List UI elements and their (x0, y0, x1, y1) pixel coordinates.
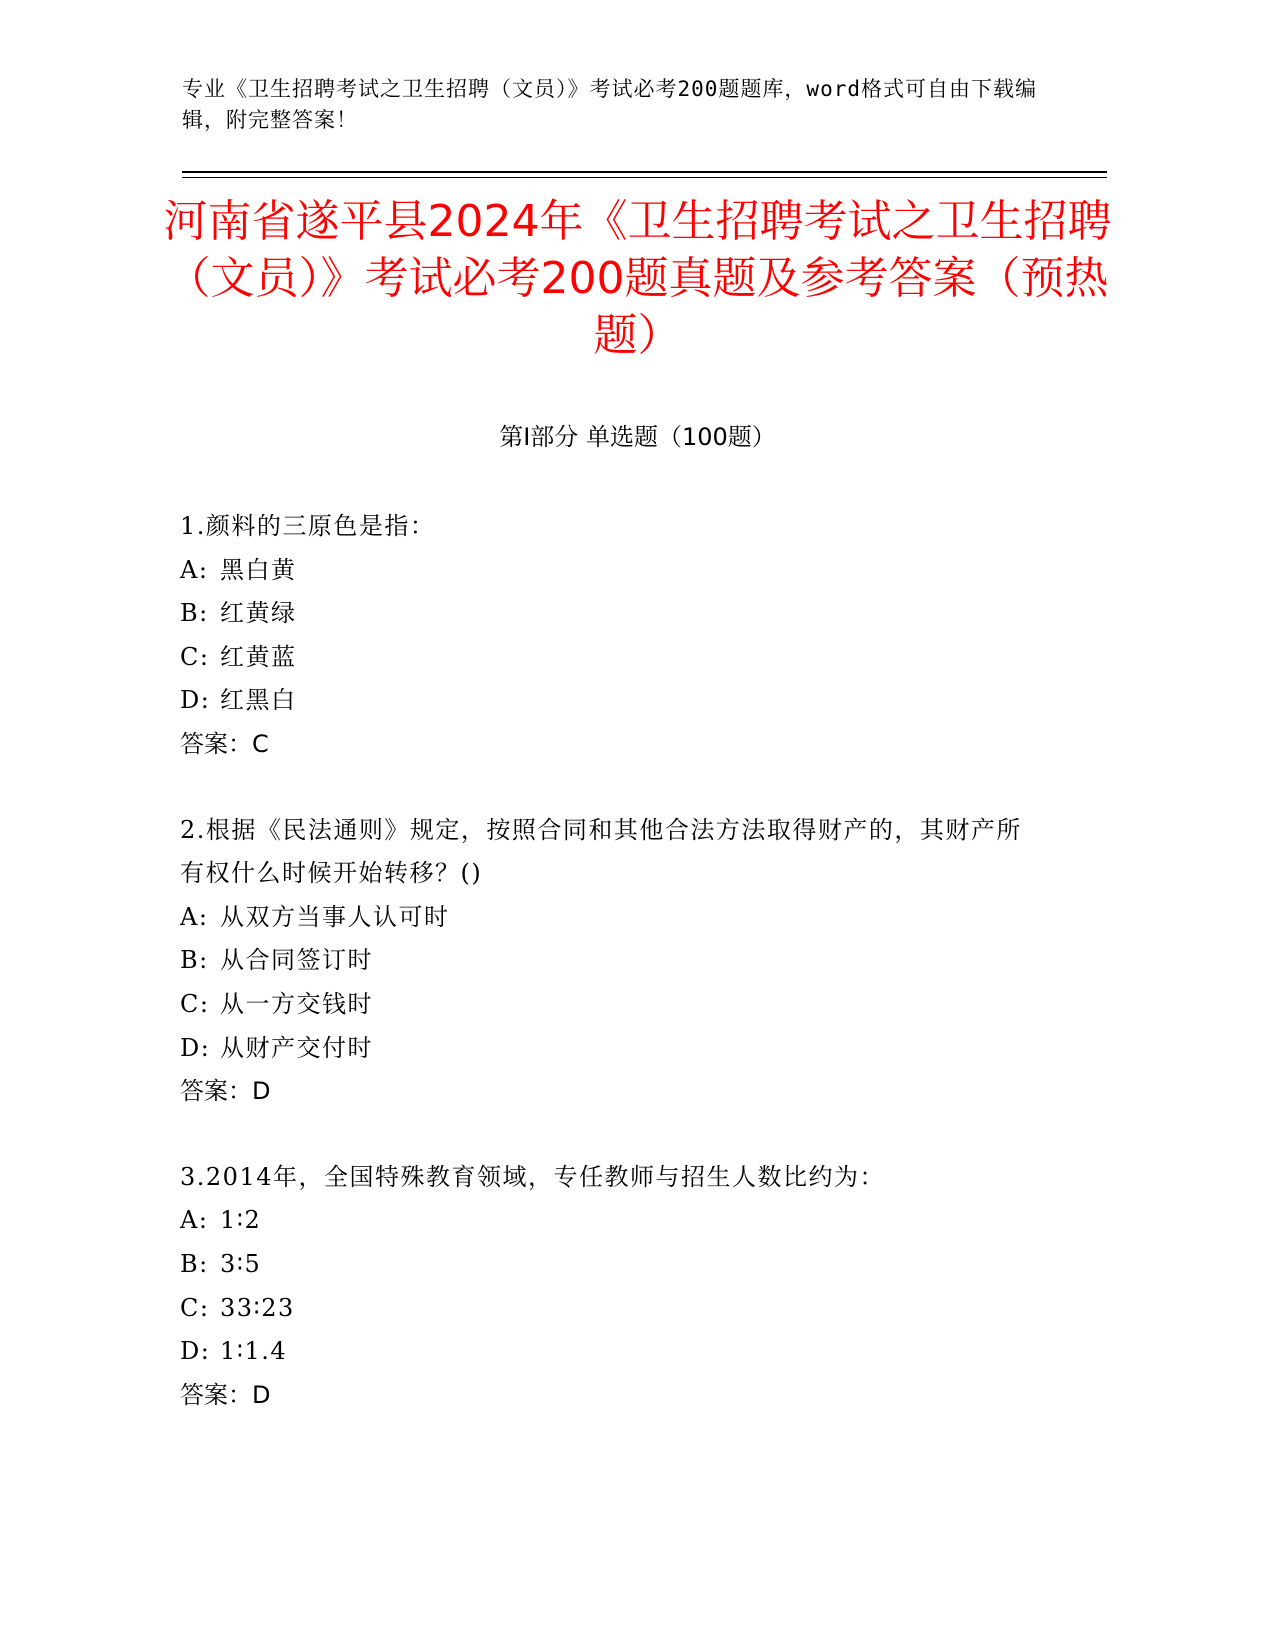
option-text: 3∶5 (220, 1249, 262, 1278)
option-key: A: (180, 555, 209, 584)
question-3 (180, 1156, 1040, 1418)
option-key: B: (180, 1249, 209, 1278)
option-text: 黑白黄 (220, 555, 297, 584)
option-key: B: (180, 599, 209, 628)
option-text: 从双方当事人认可时 (220, 902, 450, 931)
option-text: 红黄绿 (220, 599, 297, 628)
option-c (180, 983, 1040, 1027)
option-d (180, 679, 1040, 723)
option-text: 红黑白 (220, 686, 297, 715)
option-key: B: (180, 946, 209, 975)
option-a (180, 1199, 1040, 1243)
option-text: 1∶1.4 (220, 1337, 288, 1366)
header-rule-thin (182, 177, 1107, 178)
question-text: 3.2014年，全国特殊教育领域，专任教师与招生人数比约为： (180, 1162, 885, 1191)
option-a (180, 549, 1040, 593)
option-text: 1∶2 (220, 1206, 262, 1235)
option-text: 从财产交付时 (220, 1033, 373, 1062)
option-b (180, 1243, 1040, 1287)
option-key: C: (180, 1293, 210, 1322)
option-text: 红黄蓝 (220, 642, 297, 671)
question-2 (180, 809, 1040, 1114)
option-b (180, 939, 1040, 983)
option-key: C: (180, 642, 210, 671)
question-text: 1.颜料的三原色是指： (180, 512, 436, 540)
option-c (180, 636, 1040, 680)
option-key: C: (180, 989, 210, 1018)
question-text: 2.根据《民法通则》规定，按照合同和其他合法方法取得财产的，其财产所有权什么时候开始转移？() (180, 815, 1022, 888)
header-note: 专业《卫生招聘考试之卫生招聘（文员）》考试必考200题题库，word格式可自由下载编辑，附完整答案！ (182, 77, 1037, 132)
question-1 (180, 505, 1040, 767)
section-title: 第Ⅰ部分 单选题（100题） (499, 423, 776, 451)
option-text: 33∶23 (220, 1293, 295, 1322)
option-text: 从合同签订时 (220, 946, 373, 975)
answer: 答案：D (180, 1380, 271, 1409)
option-key: D: (180, 1337, 211, 1366)
option-text: 从一方交钱时 (220, 989, 373, 1018)
header-rule-thick (182, 171, 1107, 173)
option-b (180, 592, 1040, 636)
document-title: 河南省遂平县2024年《卫生招聘考试之卫生招聘（文员）》考试必考200题真题及参考答案（预热题） (163, 196, 1112, 361)
option-key: D: (180, 686, 211, 715)
answer: 答案：D (180, 1077, 271, 1106)
answer: 答案：C (180, 729, 269, 758)
option-a (180, 896, 1040, 940)
option-key: A: (180, 902, 209, 931)
option-key: A: (180, 1206, 209, 1235)
option-key: D: (180, 1033, 211, 1062)
option-d (180, 1330, 1040, 1374)
question-list (180, 505, 1040, 1459)
option-d (180, 1027, 1040, 1071)
option-c (180, 1287, 1040, 1331)
